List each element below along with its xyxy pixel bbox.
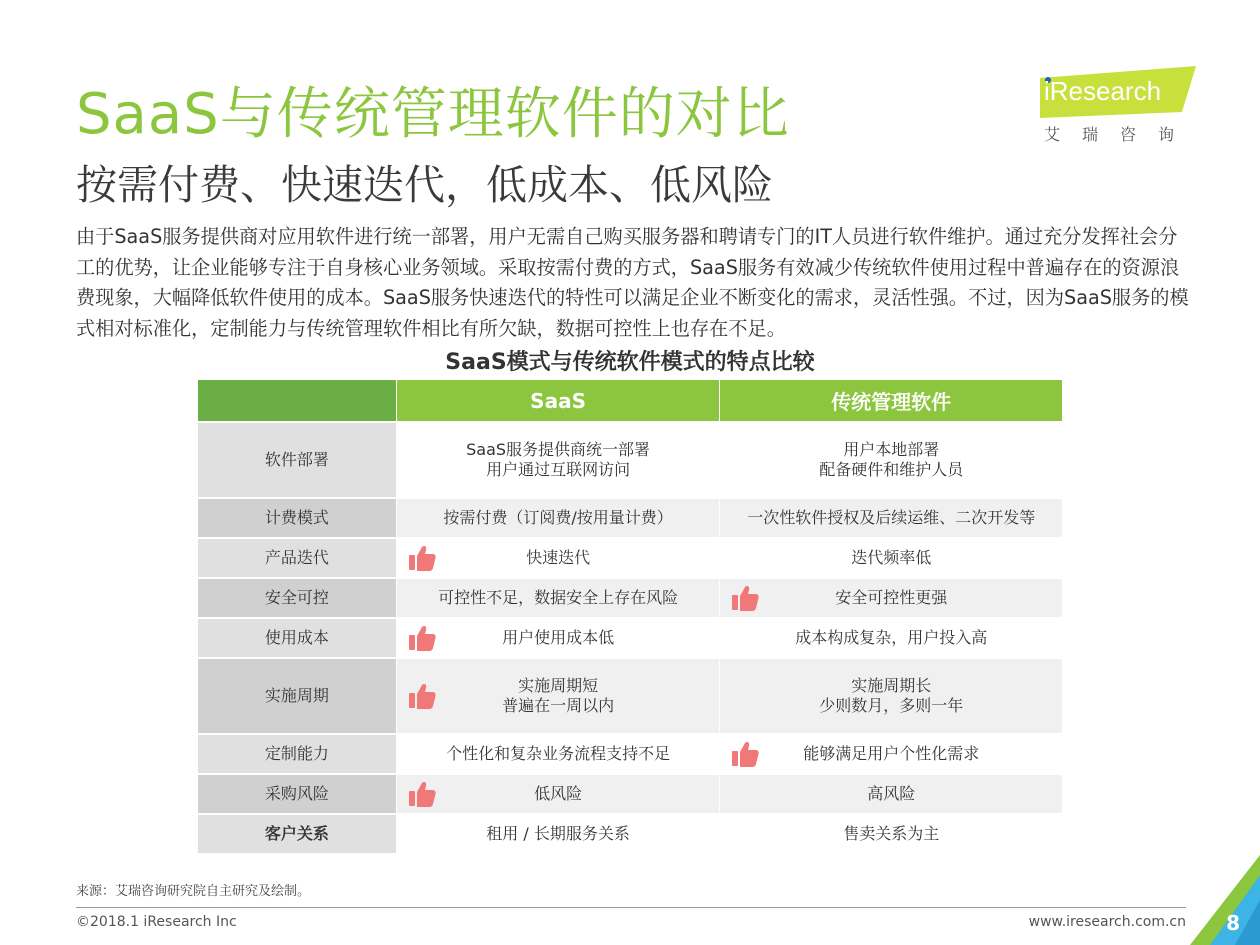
page-subtitle: 按需付费、快速迭代，低成本、低风险 xyxy=(76,161,773,209)
saas-cell-text: 个性化和复杂业务流程支持不足 xyxy=(446,744,671,763)
table-row xyxy=(198,497,1062,537)
table-row xyxy=(198,657,1062,733)
logo-text: iResearch xyxy=(1044,76,1162,106)
traditional-cell xyxy=(720,423,1062,497)
traditional-cell-text: 高风险 xyxy=(867,784,916,803)
thumbs-up-icon xyxy=(407,623,437,653)
table-title: SaaS模式与传统软件模式的特点比较 xyxy=(445,350,815,375)
saas-cell-text: 用户使用成本低 xyxy=(502,628,615,647)
row-label: 采购风险 xyxy=(198,775,396,813)
traditional-cell xyxy=(720,619,1062,657)
row-label: 计费模式 xyxy=(198,499,396,537)
thumbs-up-icon xyxy=(730,583,760,613)
saas-cell-text: 低风险 xyxy=(534,784,583,803)
traditional-cell xyxy=(720,539,1062,577)
traditional-cell-text: 安全可控性更强 xyxy=(835,588,948,607)
table-row xyxy=(198,813,1062,853)
logo-cn-text: 艾瑞咨询 xyxy=(1044,125,1197,144)
row-label: 产品迭代 xyxy=(198,539,396,577)
copyright: ©2018.1 iResearch Inc xyxy=(76,914,237,930)
header-traditional: 传统管理软件 xyxy=(720,380,1062,421)
intro-paragraph: 由于SaaS服务提供商对应用软件进行统一部署，用户无需自己购买服务器和聘请专门的IT人员进行软件维护。通过充分发挥社会分工的优势，让企业能够专注于自身核心业务领域。采取按需付费的方式，SaaS服务有效减少传统软件使用过程中普遍存在的资源浪费现象，大幅降低软件使用的成本。SaaS服务快速迭代的特性可以满足企业不断变化的需求，灵活性强。不过，因为SaaS服务的模式相对标准化，定制能力与传统管理软件相比有所欠缺，数据可控性上也存在不足。 xyxy=(76,225,1189,340)
source-note: 来源：艾瑞咨询研究院自主研究及绘制。 xyxy=(76,884,311,899)
thumbs-up-icon xyxy=(730,739,760,769)
table-body xyxy=(198,421,1062,853)
saas-cell-text: 快速迭代 xyxy=(526,548,591,567)
table-row xyxy=(198,537,1062,577)
saas-cell xyxy=(397,539,720,577)
saas-cell-text: 实施周期短 普遍在一周以内 xyxy=(502,676,615,715)
table-row xyxy=(198,421,1062,497)
traditional-cell-text: 售卖关系为主 xyxy=(843,824,940,843)
saas-cell xyxy=(397,619,720,657)
traditional-cell xyxy=(720,659,1062,733)
footer-divider xyxy=(76,907,1186,908)
table-row xyxy=(198,577,1062,617)
traditional-cell xyxy=(720,499,1062,537)
saas-cell xyxy=(397,579,720,617)
saas-cell-text: SaaS服务提供商统一部署 用户通过互联网访问 xyxy=(466,440,651,479)
saas-cell xyxy=(397,659,720,733)
table-row xyxy=(198,773,1062,813)
row-label: 使用成本 xyxy=(198,619,396,657)
table-header xyxy=(198,380,1062,421)
traditional-cell xyxy=(720,815,1062,853)
saas-cell xyxy=(397,423,720,497)
saas-cell xyxy=(397,815,720,853)
thumbs-up-icon xyxy=(407,779,437,809)
corner-decoration xyxy=(1190,855,1260,945)
table-row xyxy=(198,733,1062,773)
page-number: 8 xyxy=(1226,911,1240,935)
traditional-cell-text: 实施周期长 少则数月，多则一年 xyxy=(819,676,964,715)
page-title: SaaS与传统管理软件的对比 xyxy=(76,82,790,147)
comparison-table xyxy=(198,380,1062,853)
row-label: 实施周期 xyxy=(198,659,396,733)
traditional-cell xyxy=(720,735,1062,773)
iresearch-logo xyxy=(1040,66,1200,146)
saas-cell-text: 按需付费（订阅费/按用量计费） xyxy=(443,508,673,527)
traditional-cell-text: 一次性软件授权及后续运维、二次开发等 xyxy=(747,508,1036,527)
traditional-cell-text: 用户本地部署 配备硬件和维护人员 xyxy=(819,440,964,479)
thumbs-up-icon xyxy=(407,681,437,711)
website-url: www.iresearch.com.cn xyxy=(1028,914,1186,930)
saas-cell-text: 可控性不足，数据安全上存在风险 xyxy=(438,588,679,607)
saas-cell xyxy=(397,775,720,813)
saas-cell-text: 租用 / 长期服务关系 xyxy=(486,824,630,843)
row-label: 安全可控 xyxy=(198,579,396,617)
traditional-cell-text: 能够满足用户个性化需求 xyxy=(803,744,980,763)
header-saas: SaaS xyxy=(397,380,720,421)
thumbs-up-icon xyxy=(407,543,437,573)
traditional-cell-text: 成本构成复杂，用户投入高 xyxy=(795,628,988,647)
row-label: 客户关系 xyxy=(198,815,396,853)
row-label: 软件部署 xyxy=(198,423,396,497)
saas-cell xyxy=(397,499,720,537)
header-empty-cell xyxy=(198,380,396,421)
table-row xyxy=(198,617,1062,657)
traditional-cell xyxy=(720,775,1062,813)
traditional-cell-text: 迭代频率低 xyxy=(851,548,932,567)
row-label: 定制能力 xyxy=(198,735,396,773)
traditional-cell xyxy=(720,579,1062,617)
saas-cell xyxy=(397,735,720,773)
